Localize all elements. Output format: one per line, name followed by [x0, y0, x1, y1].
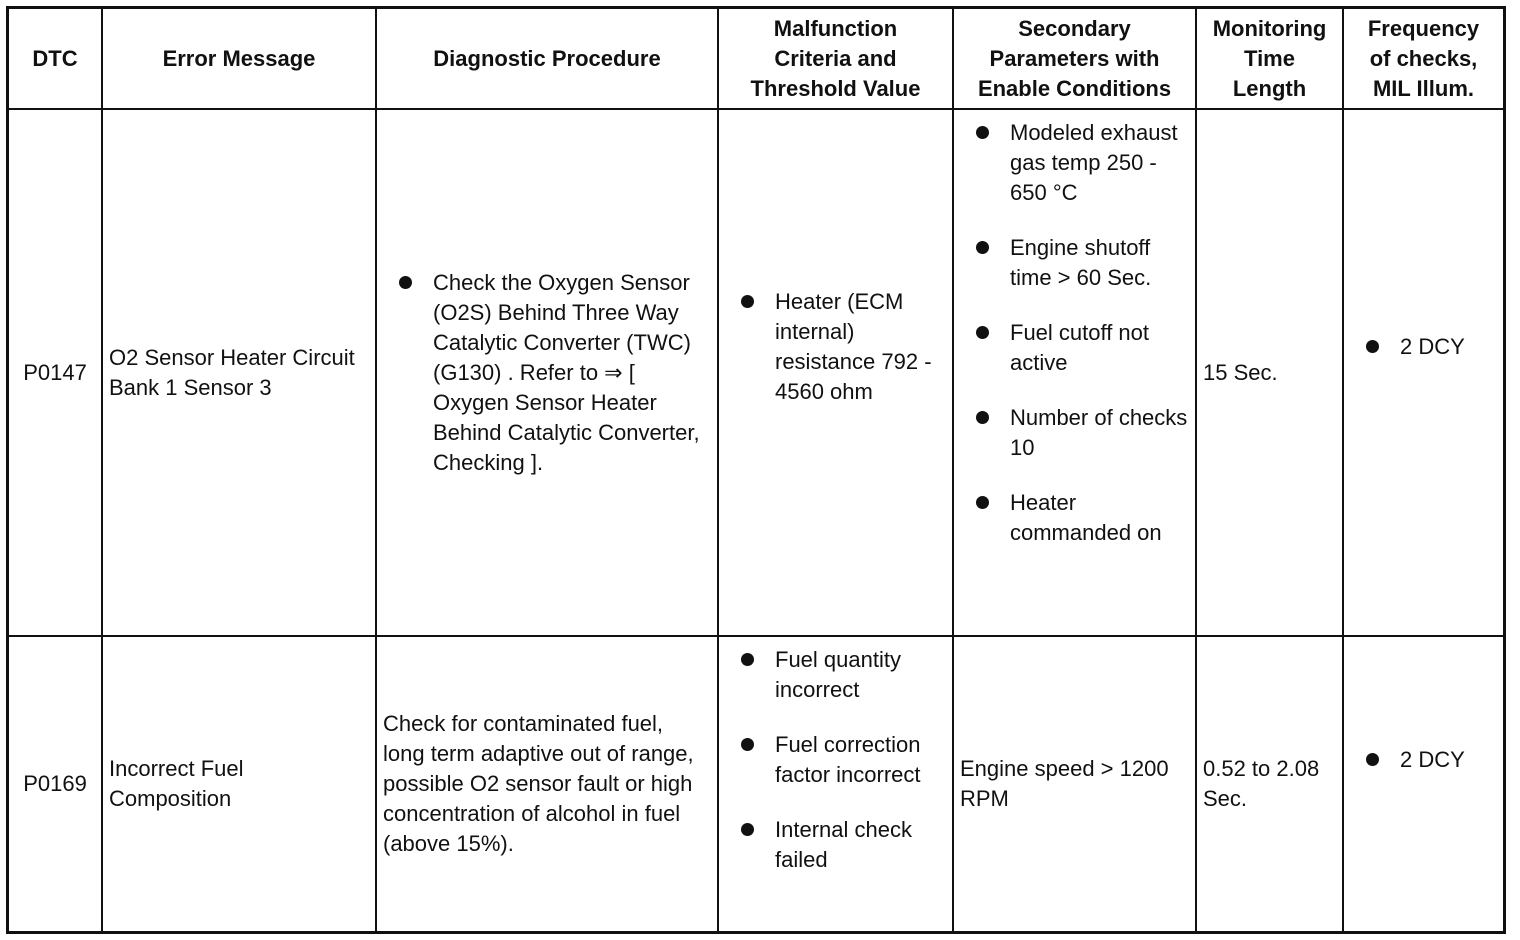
row1-monitoring-time: 15 Sec. — [1203, 359, 1278, 385]
row1-frequency — [1344, 110, 1503, 635]
list-item: 2 DCY — [1366, 745, 1499, 775]
bullet-icon — [741, 738, 754, 751]
row1-secondary-parameters — [954, 110, 1195, 635]
bullet-icon — [976, 126, 989, 139]
criteria-list — [741, 645, 948, 875]
header-monitoring-time: Monitoring Time Length — [1212, 15, 1327, 101]
row2-monitoring-time: 0.52 to 2.08 Sec. — [1203, 756, 1320, 811]
row2-malfunction-criteria — [719, 637, 952, 931]
bullet-icon — [741, 295, 754, 308]
row2-error-message: Incorrect Fuel Composition — [109, 756, 244, 811]
bullet-icon — [976, 241, 989, 254]
criteria-list — [741, 287, 946, 407]
row1-error-message: O2 Sensor Heater Circuit Bank 1 Sensor 3 — [109, 344, 355, 400]
bullet-icon — [976, 496, 989, 509]
header-diagnostic-procedure: Diagnostic Procedure — [433, 45, 661, 71]
frequency-list — [1366, 745, 1499, 775]
row1-dtc: P0147 — [23, 359, 87, 385]
list-item: Fuel cutoff not active — [976, 318, 1191, 378]
list-item: 2 DCY — [1366, 332, 1499, 362]
parameters-list — [976, 118, 1191, 548]
list-item: Modeled exhaust gas temp 250 - 650 °C — [976, 118, 1191, 208]
row2-secondary-parameters: Engine speed > 1200 RPM — [960, 756, 1169, 811]
list-item: Heater (ECM internal) resistance 792 - 4560 ohm — [741, 287, 946, 407]
row2-diagnostic-procedure: Check for contaminated fuel, long term adaptive out of range, possible O2 sensor fault or high concentration of alcohol in fuel (above 15%). — [383, 711, 694, 856]
header-error-message: Error Message — [162, 45, 316, 71]
bullet-icon — [741, 823, 754, 836]
bullet-icon — [1366, 753, 1379, 766]
list-item: Number of checks 10 — [976, 403, 1191, 463]
header-dtc: DTC — [32, 45, 78, 71]
bullet-icon — [976, 411, 989, 424]
bullet-icon — [741, 653, 754, 666]
header-secondary-parameters: Secondary Parameters with Enable Conditions — [977, 15, 1172, 101]
list-item: Heater commanded on — [976, 488, 1191, 548]
list-item: Engine shutoff time > 60 Sec. — [976, 233, 1191, 293]
row1-malfunction-criteria — [719, 110, 952, 635]
header-malfunction-criteria: Malfunction Criteria and Threshold Value — [750, 15, 921, 101]
dtc-table — [6, 6, 1506, 934]
row2-dtc: P0169 — [23, 771, 87, 796]
row1-diagnostic-procedure — [377, 110, 717, 635]
list-item: Fuel quantity incorrect — [741, 645, 948, 705]
frequency-list — [1366, 332, 1499, 362]
bullet-icon — [1366, 340, 1379, 353]
header-frequency: Frequency of checks, MIL Illum. — [1367, 15, 1480, 101]
row2-frequency — [1344, 637, 1503, 931]
list-item: Fuel correction factor incorrect — [741, 730, 948, 790]
list-item: Check the Oxygen Sensor (O2S) Behind Three Way Catalytic Converter (TWC) (G130) . Refer to ⇒ [ Oxygen Sensor Heater Behind Catalytic Converter, Checking ]. — [399, 268, 713, 478]
bullet-icon — [399, 276, 412, 289]
bullet-icon — [976, 326, 989, 339]
list-item: Internal check failed — [741, 815, 948, 875]
procedure-list — [399, 268, 713, 478]
